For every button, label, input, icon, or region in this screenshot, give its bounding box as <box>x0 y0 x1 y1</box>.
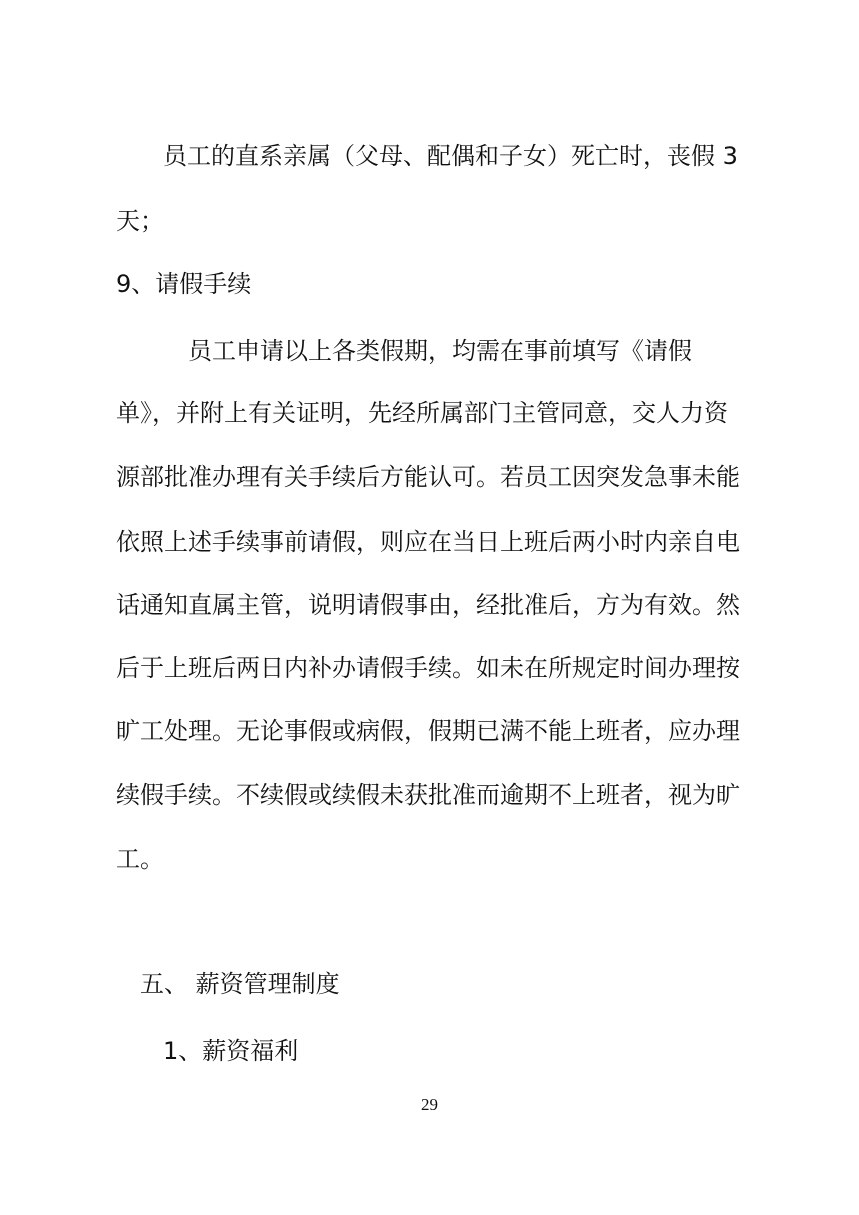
leave-procedure-heading: 9、请假手续 <box>116 270 252 298</box>
funeral-leave-text-line-1: 员工的直系亲属（父母、配偶和子女）死亡时，丧假 3 <box>163 142 738 170</box>
leave-procedure-text-line-7: 旷工处理。无论事假或病假，假期已满不能上班者，应办理 <box>116 717 740 745</box>
leave-procedure-text-line-3: 源部批准办理有关手续后方能认可。若员工因突发急事未能 <box>116 463 740 491</box>
leave-procedure-text-line-6: 后于上班后两日内补办请假手续。如未在所规定时间办理按 <box>116 654 740 682</box>
subsection-heading: 1、薪资福利 <box>163 1037 299 1065</box>
chapter-heading: 五、 薪资管理制度 <box>140 970 340 998</box>
leave-procedure-text-line-4: 依照上述手续事前请假，则应在当日上班后两小时内亲自电 <box>116 528 740 556</box>
page-number: 29 <box>421 1095 438 1114</box>
leave-procedure-text-line-2: 单》，并附上有关证明，先经所属部门主管同意，交人力资 <box>116 399 728 427</box>
leave-procedure-text-line-9: 工。 <box>116 845 164 873</box>
leave-procedure-text-line-1: 员工申请以上各类假期，均需在事前填写《请假 <box>188 337 692 365</box>
funeral-leave-text-line-2: 天； <box>116 207 164 235</box>
leave-procedure-text-line-8: 续假手续。不续假或续假未获批准而逾期不上班者，视为旷 <box>116 781 740 809</box>
leave-procedure-text-line-5: 话通知直属主管，说明请假事由，经批准后，方为有效。然 <box>116 591 740 619</box>
